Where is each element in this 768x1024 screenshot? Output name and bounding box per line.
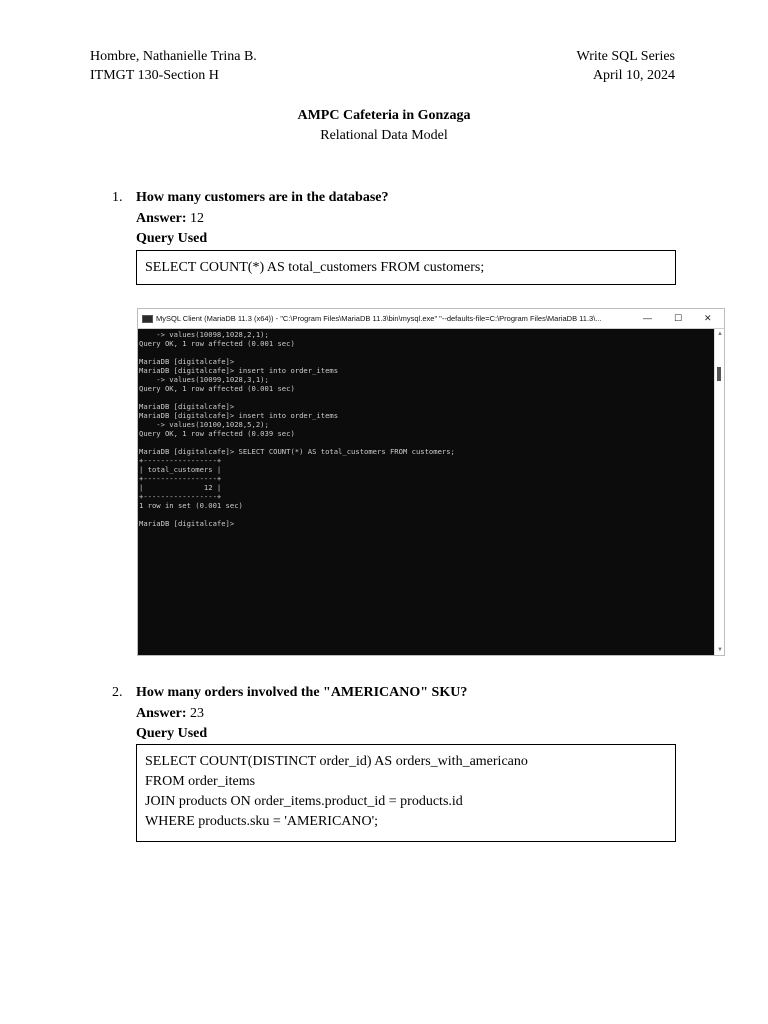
terminal-line: MariaDB [digitalcafe]>	[139, 519, 235, 528]
query-line: WHERE products.sku = 'AMERICANO';	[145, 814, 379, 829]
terminal-screenshot	[137, 308, 725, 656]
series-name: Write SQL Series	[576, 49, 675, 64]
terminal-line: Query OK, 1 row affected (0.001 sec)	[139, 384, 295, 393]
query-label-1: Query Used	[136, 231, 208, 246]
terminal-line: MariaDB [digitalcafe]> SELECT COUNT(*) AS total_customers FROM customers;	[139, 447, 455, 456]
question-number: 2.	[112, 685, 123, 700]
terminal-window-title: MySQL Client (MariaDB 11.3 (x64)) - "C:\Program Files\MariaDB 11.3\bin\mysql.exe" "--defaults-file=C:\Program Files\MariaDB 11.3\...	[156, 314, 602, 323]
terminal-line	[139, 438, 714, 447]
answer-label: Answer:	[136, 211, 187, 226]
answer-label: Answer:	[136, 706, 187, 721]
terminal-line: Query OK, 1 row affected (0.039 sec)	[139, 429, 295, 438]
document-date: April 10, 2024	[592, 68, 675, 83]
document-title: AMPC Cafeteria in Gonzaga	[297, 108, 471, 123]
terminal-line: MariaDB [digitalcafe]>	[139, 402, 235, 411]
question-text: How many orders involved the "AMERICANO" SKU?	[136, 685, 468, 700]
minimize-icon[interactable]: —	[643, 313, 652, 323]
scroll-down-arrow-icon[interactable]: ▼	[717, 647, 723, 653]
terminal-line: +-----------------+	[139, 474, 222, 483]
terminal-line: 1 row in set (0.001 sec)	[139, 501, 243, 510]
terminal-line: -> values(10099,1028,3,1);	[139, 375, 269, 384]
terminal-line: MariaDB [digitalcafe]> insert into order_items	[139, 411, 339, 420]
terminal-output	[138, 329, 714, 655]
answer-line-2	[136, 705, 204, 723]
header-left	[90, 47, 257, 85]
query-label-2: Query Used	[136, 726, 208, 741]
terminal-line: MariaDB [digitalcafe]>	[139, 357, 235, 366]
answer-value: 12	[190, 211, 205, 226]
header-right	[577, 47, 675, 85]
title-block	[0, 106, 768, 146]
query-line: SELECT COUNT(DISTINCT order_id) AS orders_with_americano	[145, 754, 528, 769]
terminal-line: +-----------------+	[139, 492, 222, 501]
console-app-icon	[142, 315, 153, 323]
answer-line-1	[136, 210, 204, 228]
scroll-up-arrow-icon[interactable]: ▲	[717, 331, 723, 337]
terminal-line	[139, 393, 714, 402]
terminal-line: -> values(10098,1028,2,1);	[139, 330, 269, 339]
query-line: FROM order_items	[145, 774, 256, 789]
terminal-line: -> values(10100,1028,5,2);	[139, 420, 269, 429]
terminal-line	[139, 510, 714, 519]
terminal-line: | total_customers |	[139, 465, 222, 474]
terminal-line	[139, 348, 714, 357]
query-box-2	[136, 744, 676, 842]
author-name: Hombre, Nathanielle Trina B.	[90, 49, 257, 64]
query-box-1	[136, 250, 676, 285]
question-text: How many customers are in the database?	[136, 190, 389, 205]
terminal-scrollbar[interactable]	[714, 329, 724, 655]
maximize-icon[interactable]: ☐	[674, 313, 683, 323]
terminal-line: +-----------------+	[139, 456, 222, 465]
answer-value: 23	[190, 706, 205, 721]
terminal-line: Query OK, 1 row affected (0.001 sec)	[139, 339, 295, 348]
scrollbar-thumb[interactable]	[717, 367, 721, 381]
query-line: JOIN products ON order_items.product_id = products.id	[145, 794, 463, 809]
question-number: 1.	[112, 190, 123, 205]
terminal-title-bar	[138, 309, 724, 329]
document-subtitle: Relational Data Model	[320, 128, 448, 143]
terminal-line: | 12 |	[139, 483, 222, 492]
query-line: SELECT COUNT(*) AS total_customers FROM customers;	[145, 260, 485, 275]
close-icon[interactable]: ✕	[704, 313, 712, 323]
terminal-line: MariaDB [digitalcafe]> insert into order_items	[139, 366, 339, 375]
course-section: ITMGT 130-Section H	[90, 68, 219, 83]
